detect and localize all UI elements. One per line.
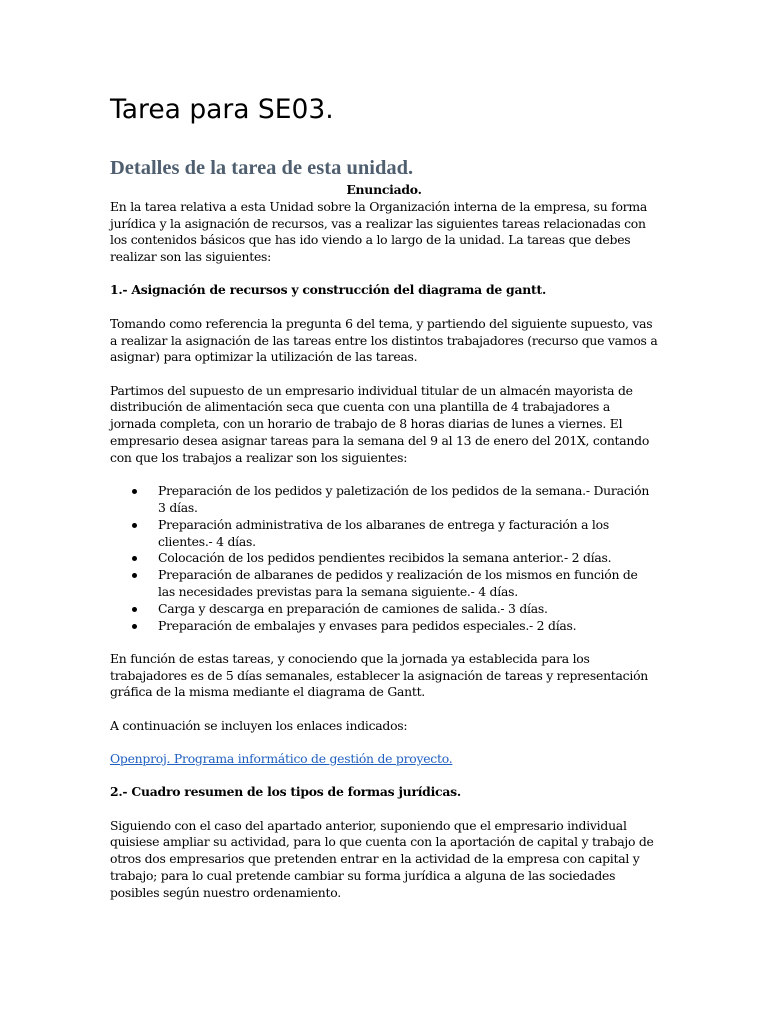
intro-paragraph: En la tarea relativa a esta Unidad sobre la Organización interna de la empresa, su forma jurídica y la asignación de recursos, vas a realizar las siguientes tareas relacionadas con los contenidos básicos que has ido viendo a lo largo de la unidad. La tareas que debes realizar son las siguientes:: [110, 198, 647, 265]
section1-heading: 1.- Asignación de recursos y construcción del diagrama de gantt.: [110, 282, 547, 298]
bullet-icon: [132, 624, 137, 629]
document-body: [110, 182, 658, 902]
bullet-icon: [132, 523, 137, 528]
document-page: [110, 92, 658, 902]
openproj-link[interactable]: Openproj. Programa informático de gestión de proyecto.: [110, 751, 453, 767]
task-list-item: [110, 517, 658, 551]
bullet-icon: [132, 489, 137, 494]
task-text: Preparación de albaranes de pedidos y realización de los mismos en función de las necesidades previstas para la semana siguiente.- 4 días.: [158, 567, 638, 599]
section-subtitle: Detalles de la tarea de esta unidad.: [110, 157, 414, 179]
task-text: Preparación de embalajes y envases para pedidos especiales.- 2 días.: [158, 617, 577, 633]
task-list-item: [110, 567, 658, 601]
task-text: Preparación administrativa de los albaranes de entrega y facturación a los clientes.- 4 días.: [158, 516, 609, 549]
section2-paragraph-1: Siguiendo con el caso del apartado anterior, suponiendo que el empresario individual quisiese ampliar su actividad, para lo que cuenta con la aportación de capital y trabajo de otros dos empresarios que pretenden entrar en la actividad de la empresa con capital y trabajo; para lo cual pretende cambiar su forma jurídica a alguna de las sociedades posibles según nuestro ordenamiento.: [110, 817, 654, 900]
task-list: [110, 483, 658, 634]
section2-heading: 2.- Cuadro resumen de los tipos de formas jurídicas.: [110, 784, 461, 800]
enunciado-heading: Enunciado.: [346, 182, 422, 197]
section1-paragraph-4: A continuación se incluyen los enlaces indicados:: [110, 717, 408, 733]
task-list-item: [110, 550, 658, 567]
section1-paragraph-3: En función de estas tareas, y conociendo que la jornada ya establecida para los trabajadores es de 5 días semanales, establecer la asignación de tareas y representación gráfica de la misma mediante el diagrama de Gantt.: [110, 650, 649, 700]
section1-paragraph-1: Tomando como referencia la pregunta 6 del tema, y partiendo del siguiente supuesto, vas a realizar la asignación de las tareas entre los distintos trabajadores (recurso que vamos a asignar) para optimizar la utilización de las tareas.: [110, 315, 658, 365]
document-title: Tarea para SE03.: [110, 94, 334, 125]
bullet-icon: [132, 556, 137, 561]
task-list-item: [110, 601, 658, 618]
task-text: Colocación de los pedidos pendientes recibidos la semana anterior.- 2 días.: [158, 550, 612, 566]
bullet-icon: [132, 607, 137, 612]
bullet-icon: [132, 573, 137, 578]
task-text: Carga y descarga en preparación de camiones de salida.- 3 días.: [158, 600, 548, 616]
task-list-item: [110, 618, 658, 635]
task-list-item: [110, 483, 658, 517]
task-text: Preparación de los pedidos y paletización de los pedidos de la semana.- Duración 3 días.: [158, 483, 650, 515]
section1-paragraph-2: Partimos del supuesto de un empresario individual titular de un almacén mayorista de distribución de alimentación seca que cuenta con una plantilla de 4 trabajadores a jornada completa, con un horario de trabajo de 8 horas diarias de lunes a viernes. El empresario desea asignar tareas para la semana del 9 al 13 de enero del 201X, contando con que los trabajos a realizar son los siguientes:: [110, 382, 650, 465]
